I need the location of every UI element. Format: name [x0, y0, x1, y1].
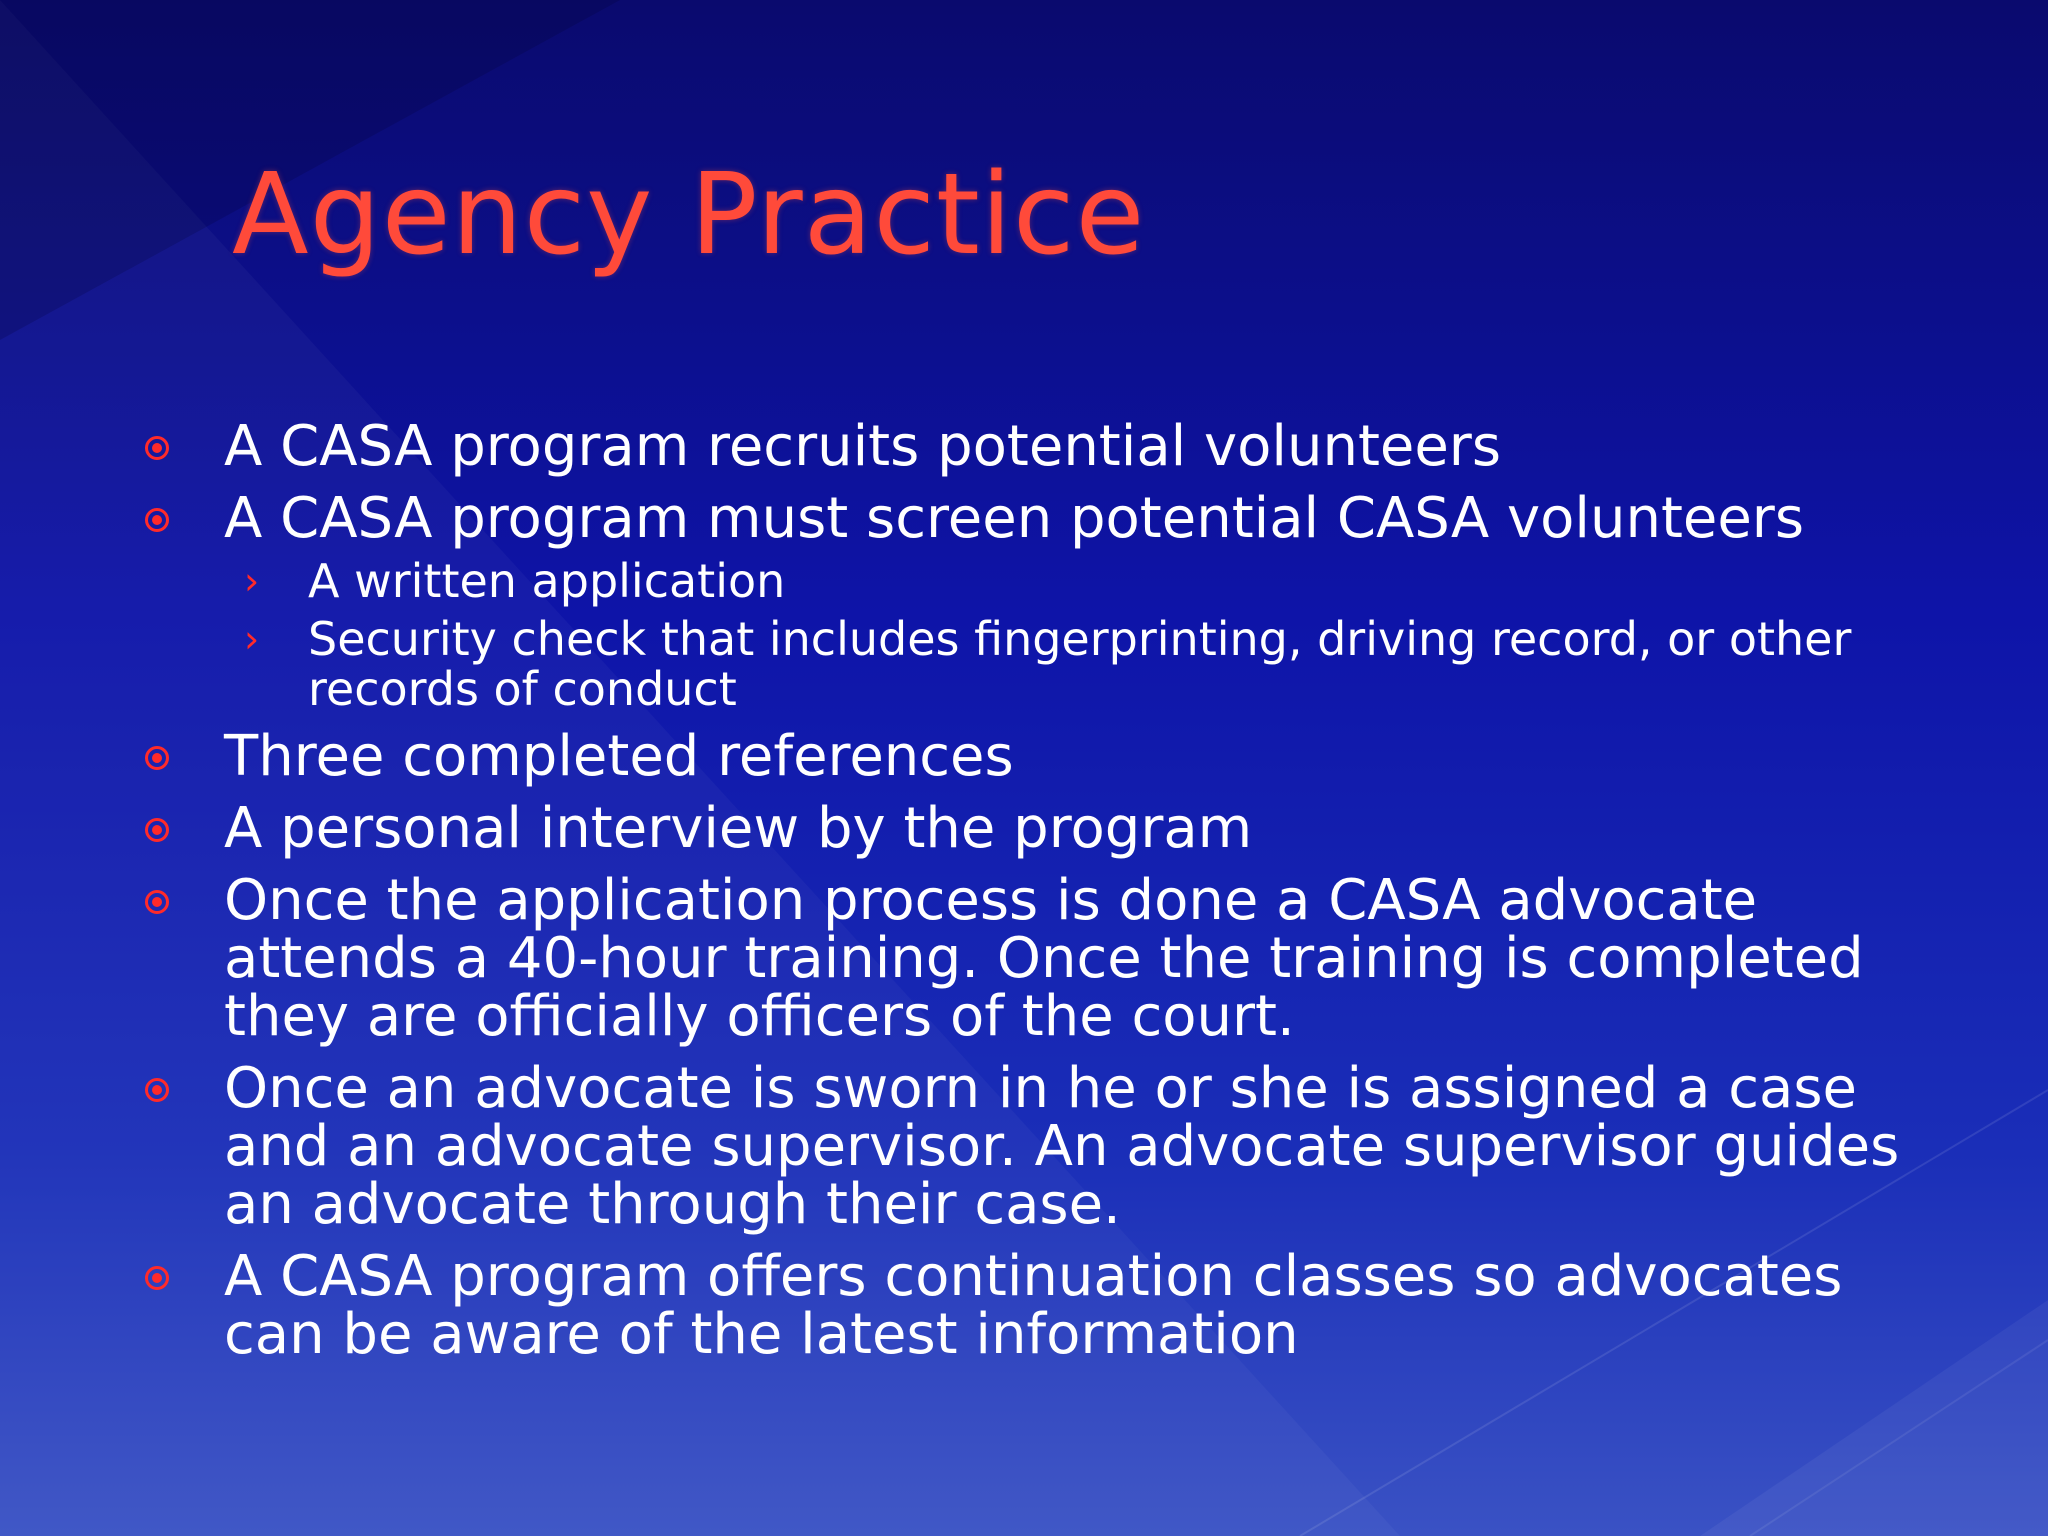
sub-bullet-text: Security check that includes fingerprinting, driving record, or other records of conduct — [308, 612, 1852, 716]
bullet-item — [140, 414, 1940, 479]
sub-bullet-text: A written application — [308, 554, 786, 608]
circle-dot-icon — [144, 889, 170, 915]
bullet-item — [140, 1056, 1940, 1237]
bullet-text: Once an advocate is sworn in he or she is assigned a case and an advocate supervisor. An advocate supervisor guides an advocate through their case. — [224, 1056, 1900, 1237]
sub-bullet-item — [140, 614, 1940, 714]
bullet-item — [140, 724, 1940, 789]
circle-dot-icon — [144, 435, 170, 461]
bullet-text: Once the application process is done a CASA advocate attends a 40-hour training. Once the training is completed they are officially officers of the court. — [224, 868, 1864, 1049]
chevron-right-icon: › — [244, 559, 260, 603]
bullet-item — [140, 1244, 1940, 1367]
chevron-right-icon: › — [244, 617, 260, 661]
bullet-text: A personal interview by the program — [224, 796, 1253, 861]
circle-dot-icon — [144, 817, 170, 843]
circle-dot-icon — [144, 507, 170, 533]
sub-bullet-item — [140, 556, 1940, 606]
bullet-text: A CASA program offers continuation classes so advocates can be aware of the latest information — [224, 1244, 1843, 1367]
bullet-list — [140, 414, 1940, 1378]
bullet-text: Three completed references — [224, 724, 1014, 789]
slide-title: Agency Practice — [232, 150, 1146, 280]
bullet-item — [140, 486, 1940, 551]
bullet-item — [140, 868, 1940, 1049]
bullet-text: A CASA program recruits potential volunteers — [224, 414, 1502, 479]
circle-dot-icon — [144, 745, 170, 771]
circle-dot-icon — [144, 1077, 170, 1103]
bullet-item — [140, 796, 1940, 861]
sub-bullet-list — [140, 556, 1940, 714]
bullet-text: A CASA program must screen potential CASA volunteers — [224, 486, 1805, 551]
circle-dot-icon — [144, 1265, 170, 1291]
